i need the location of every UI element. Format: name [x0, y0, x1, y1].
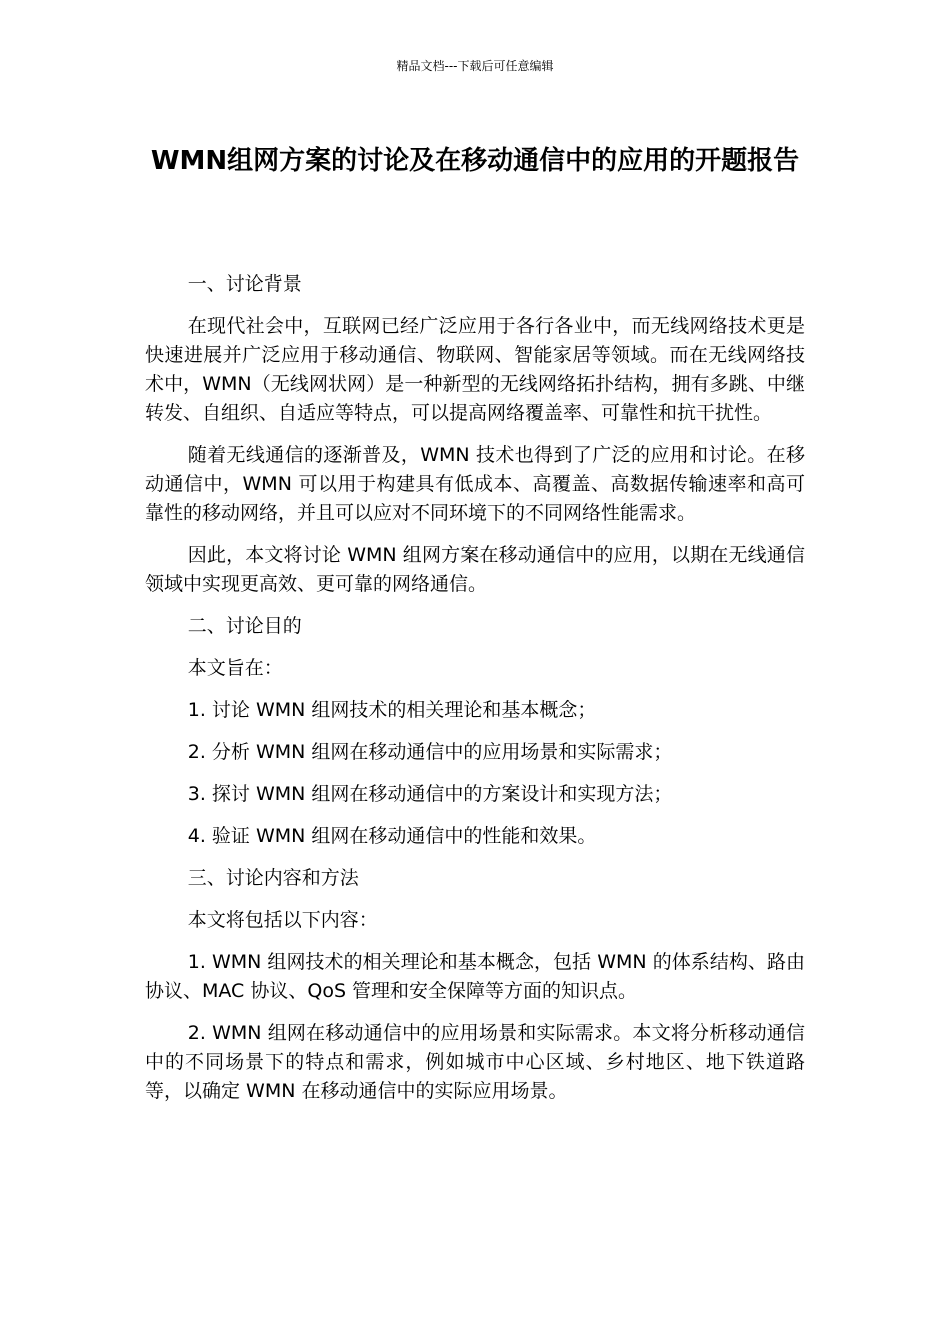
- page-header-note: 精品文档---下载后可任意编辑: [396, 59, 554, 73]
- purpose-item-2: 2. 分析 WMN 组网在移动通信中的应用场景和实际需求；: [187, 741, 673, 763]
- purpose-item-1: 1. 讨论 WMN 组网技术的相关理论和基本概念；: [187, 699, 597, 721]
- purpose-intro: 本文旨在：: [187, 657, 283, 679]
- content-item-1: 1. WMN 组网技术的相关理论和基本概念，包括 WMN 的体系结构、路由协议、MAC 协议、QoS 管理和安全保障等方面的知识点。: [145, 951, 805, 1002]
- content-intro: 本文将包括以下内容：: [187, 909, 378, 931]
- purpose-item-3: 3. 探讨 WMN 组网在移动通信中的方案设计和实现方法；: [187, 783, 673, 805]
- section-heading-content-method: 三、讨论内容和方法: [187, 867, 359, 889]
- section-heading-background: 一、讨论背景: [187, 273, 302, 295]
- paragraph-background-1: 在现代社会中，互联网已经广泛应用于各行各业中，而无线网络技术更是快速进展并广泛应用于移动通信、物联网、智能家居等领域。而在无线网络技术中，WMN（无线网状网）是一种新型的无线网络拓扑结构，拥有多跳、中继转发、自组织、自适应等特点，可以提高网络覆盖率、可靠性和抗干扰性。: [145, 315, 805, 424]
- paragraph-background-3: 因此，本文将讨论 WMN 组网方案在移动通信中的应用，以期在无线通信领域中实现更高效、更可靠的网络通信。: [145, 544, 805, 595]
- paragraph-background-2: 随着无线通信的逐渐普及，WMN 技术也得到了广泛的应用和讨论。在移动通信中，WMN 可以用于构建具有低成本、高覆盖、高数据传输速率和高可靠性的移动网络，并且可以应对不同环境下的不同网络性能需求。: [145, 444, 805, 524]
- document-body: [145, 270, 805, 1119]
- content-item-2: 2. WMN 组网在移动通信中的应用场景和实际需求。本文将分析移动通信中的不同场景下的特点和需求，例如城市中心区域、乡村地区、地下铁道路等，以确定 WMN 在移动通信中的实际应用场景。: [145, 1022, 805, 1102]
- section-heading-purpose: 二、讨论目的: [187, 615, 302, 637]
- purpose-item-4: 4. 验证 WMN 组网在移动通信中的性能和效果。: [187, 825, 597, 847]
- document-title: WMN组网方案的讨论及在移动通信中的应用的开题报告: [150, 146, 800, 176]
